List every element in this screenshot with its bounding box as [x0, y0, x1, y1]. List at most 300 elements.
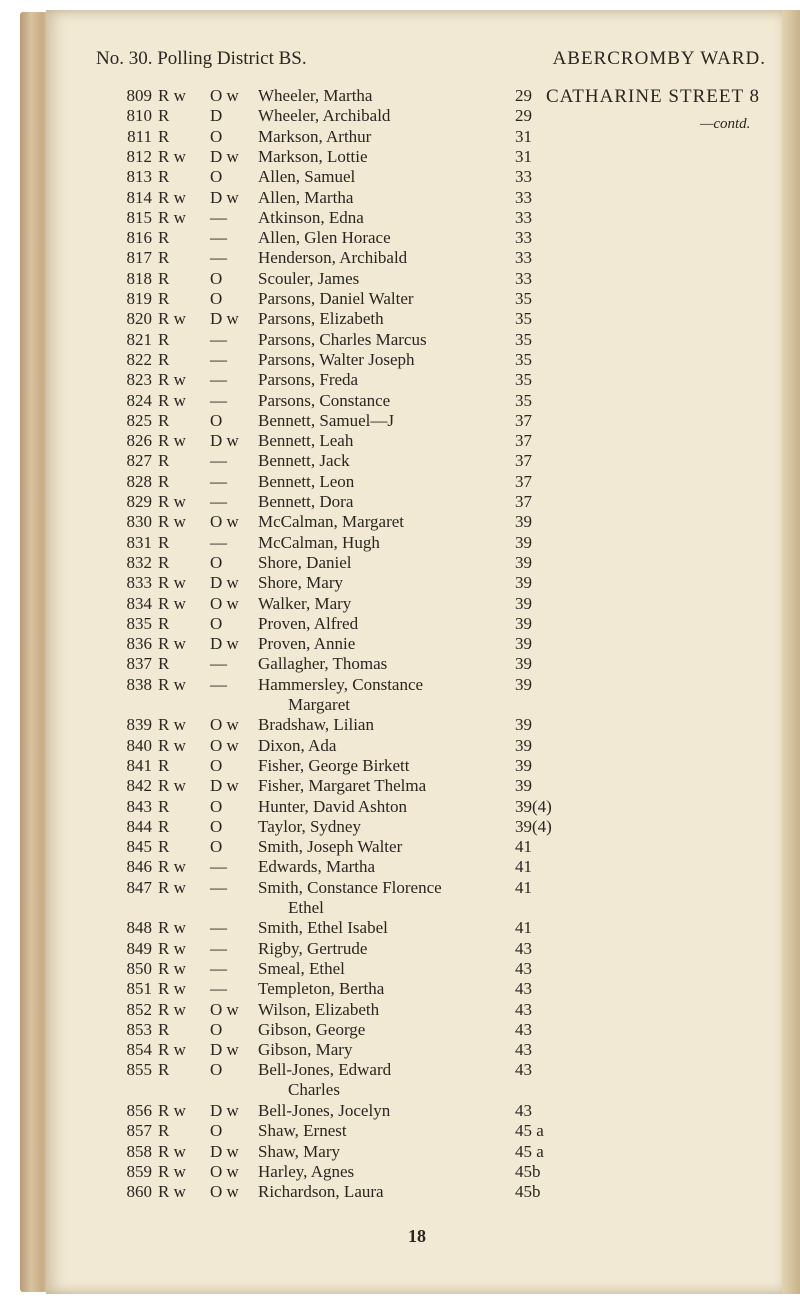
elector-name: Templeton, Bertha	[258, 979, 385, 999]
occupation-qualification: —	[210, 918, 227, 938]
elector-number: 846	[126, 857, 152, 877]
house-number: 35	[515, 289, 532, 308]
residence-qualification: R w	[158, 958, 186, 978]
occupation-qualification: D w	[210, 309, 239, 329]
elector-name: Parsons, Freda	[258, 370, 359, 390]
residence-qualification: R w	[158, 735, 186, 755]
elector-row	[0, 431, 800, 451]
residence-qualification: R w	[158, 776, 186, 796]
occupation-qualification: O	[210, 816, 223, 836]
elector-row	[0, 330, 800, 350]
elector-name: Allen, Martha	[258, 187, 354, 207]
occupation-qualification: O	[210, 268, 223, 288]
elector-row	[0, 756, 800, 776]
residence-qualification: R w	[158, 492, 186, 511]
house-number: 39(4)	[515, 816, 552, 836]
residence-qualification: R w	[158, 512, 186, 532]
elector-row	[0, 1162, 800, 1182]
polling-district-label: No. 30. Polling District BS.	[96, 48, 307, 69]
residence-qualification: R	[158, 268, 170, 288]
house-number: 43	[515, 1040, 532, 1060]
elector-name: Allen, Glen Horace	[258, 228, 391, 248]
elector-row	[0, 614, 800, 634]
elector-name: Dixon, Ada	[258, 735, 337, 755]
elector-number: 822	[126, 349, 152, 369]
elector-number: 821	[126, 329, 152, 349]
residence-qualification: R w	[158, 1040, 186, 1060]
elector-name: Richardson, Laura	[258, 1182, 384, 1202]
elector-name: Smith, Constance Florence	[258, 877, 442, 897]
occupation-qualification: O w	[210, 1161, 239, 1181]
elector-row	[0, 1040, 800, 1060]
occupation-qualification: O w	[210, 86, 239, 105]
elector-name: Gallagher, Thomas	[258, 654, 388, 674]
elector-number: 835	[126, 613, 152, 633]
elector-number: 828	[126, 471, 152, 491]
house-number: 39	[515, 532, 532, 552]
elector-name: Rigby, Gertrude	[258, 938, 368, 958]
house-number: 29	[515, 86, 532, 105]
occupation-qualification: O w	[210, 715, 239, 735]
house-number: 41	[515, 918, 532, 938]
occupation-qualification: O	[210, 410, 223, 430]
residence-qualification: R	[158, 837, 170, 857]
residence-qualification: R	[158, 532, 170, 552]
house-number: 37	[515, 471, 532, 491]
elector-name: Fisher, Margaret Thelma	[258, 776, 427, 796]
elector-row	[0, 512, 800, 532]
residence-qualification: R w	[158, 1182, 186, 1202]
residence-qualification: R w	[158, 309, 186, 329]
residence-qualification: R	[158, 167, 170, 187]
elector-number: 825	[126, 410, 152, 430]
elector-number: 815	[126, 207, 152, 227]
residence-qualification: R	[158, 1060, 170, 1080]
occupation-qualification: —	[210, 674, 227, 694]
continued-note: —contd.	[700, 116, 751, 132]
house-number: 39	[515, 552, 532, 572]
elector-row	[0, 1060, 800, 1100]
residence-qualification: R w	[158, 634, 186, 654]
residence-qualification: R w	[158, 146, 186, 166]
house-number: 35	[515, 329, 532, 349]
occupation-qualification: —	[210, 979, 227, 999]
elector-number: 848	[126, 918, 152, 938]
occupation-qualification: —	[210, 857, 227, 877]
residence-qualification: R	[158, 1121, 170, 1141]
elector-name: Smeal, Ethel	[258, 958, 345, 978]
house-number: 39	[515, 593, 532, 613]
residence-qualification: R	[158, 329, 170, 349]
page-number: 18	[408, 1226, 426, 1246]
occupation-qualification: O	[210, 167, 223, 187]
occupation-qualification: O w	[210, 512, 239, 532]
occupation-qualification: —	[210, 654, 227, 674]
elector-number: 833	[126, 573, 152, 593]
elector-number: 849	[126, 938, 152, 958]
elector-name: Hunter, David Ashton	[258, 796, 407, 816]
elector-number: 827	[126, 451, 152, 471]
elector-name: Proven, Annie	[258, 634, 356, 654]
house-number: 29	[515, 106, 532, 126]
elector-row	[0, 979, 800, 999]
elector-row	[0, 837, 800, 857]
elector-number: 820	[126, 309, 152, 329]
elector-name: Bell-Jones, Jocelyn	[258, 1101, 391, 1120]
elector-number: 843	[126, 796, 152, 816]
occupation-qualification: D w	[210, 776, 239, 796]
elector-row	[0, 533, 800, 553]
elector-number: 809	[126, 86, 152, 105]
residence-qualification: R w	[158, 918, 186, 938]
elector-name: Harley, Agnes	[258, 1161, 355, 1181]
occupation-qualification: D w	[210, 1101, 239, 1120]
elector-number: 834	[126, 593, 152, 613]
occupation-qualification: O	[210, 837, 223, 857]
residence-qualification: R w	[158, 1101, 186, 1120]
elector-row	[0, 472, 800, 492]
house-number: 39	[515, 776, 532, 796]
elector-number: 856	[126, 1101, 152, 1120]
elector-number: 854	[126, 1040, 152, 1060]
elector-number: 811	[127, 126, 152, 146]
house-number: 37	[515, 410, 532, 430]
house-number: 45 a	[515, 1141, 544, 1161]
elector-row	[0, 797, 800, 817]
occupation-qualification: D w	[210, 573, 239, 593]
elector-row	[0, 877, 800, 917]
occupation-qualification: O	[210, 1060, 223, 1080]
elector-name: Parsons, Charles Marcus	[258, 329, 427, 349]
house-number: 35	[515, 390, 532, 410]
residence-qualification: R	[158, 796, 170, 816]
occupation-qualification: —	[210, 877, 227, 897]
residence-qualification: R	[158, 471, 170, 491]
house-number: 39	[515, 613, 532, 633]
elector-name: Markson, Lottie	[258, 146, 368, 166]
elector-number: 823	[126, 370, 152, 390]
elector-name: Markson, Arthur	[258, 126, 372, 146]
occupation-qualification: O	[210, 552, 223, 572]
house-number: 39	[515, 755, 532, 775]
residence-qualification: R	[158, 289, 170, 308]
residence-qualification: R w	[158, 877, 186, 897]
elector-number: 842	[126, 776, 152, 796]
occupation-qualification: —	[210, 471, 227, 491]
page-header	[96, 48, 766, 74]
occupation-qualification: —	[210, 532, 227, 552]
house-number: 39	[515, 654, 532, 674]
house-number: 45 a	[515, 1121, 544, 1141]
elector-name: Shaw, Ernest	[258, 1121, 347, 1141]
elector-name: Bradshaw, Lilian	[258, 715, 374, 735]
occupation-qualification: —	[210, 958, 227, 978]
house-number: 39	[515, 735, 532, 755]
elector-name: Atkinson, Edna	[258, 207, 364, 227]
elector-row	[0, 776, 800, 796]
elector-name: Shore, Mary	[258, 573, 343, 593]
elector-name: Parsons, Daniel Walter	[258, 289, 414, 308]
elector-row	[0, 86, 800, 106]
elector-name: Bennett, Jack	[258, 451, 350, 471]
elector-number: 845	[126, 837, 152, 857]
elector-number: 813	[126, 167, 152, 187]
residence-qualification: R	[158, 126, 170, 146]
occupation-qualification: —	[210, 329, 227, 349]
residence-qualification: R w	[158, 86, 186, 105]
elector-number: 810	[126, 106, 152, 126]
residence-qualification: R	[158, 410, 170, 430]
residence-qualification: R w	[158, 390, 186, 410]
elector-name-continued: Charles	[288, 1080, 340, 1100]
street-heading: CATHARINE STREET 8	[546, 86, 760, 107]
elector-name: Bennett, Leon	[258, 471, 355, 491]
residence-qualification: R w	[158, 715, 186, 735]
elector-row	[0, 1020, 800, 1040]
occupation-qualification: O	[210, 289, 223, 308]
house-number: 43	[515, 958, 532, 978]
elector-row	[0, 228, 800, 248]
house-number: 31	[515, 146, 532, 166]
elector-row	[0, 451, 800, 471]
residence-qualification: R w	[158, 207, 186, 227]
occupation-qualification: D w	[210, 634, 239, 654]
elector-row	[0, 167, 800, 187]
house-number: 43	[515, 999, 532, 1019]
occupation-qualification: O w	[210, 735, 239, 755]
elector-row	[0, 959, 800, 979]
occupation-qualification: D w	[210, 187, 239, 207]
elector-row	[0, 248, 800, 268]
elector-row	[0, 1000, 800, 1020]
elector-row	[0, 1182, 800, 1202]
elector-name: Bennett, Leah	[258, 431, 354, 451]
elector-row	[0, 573, 800, 593]
elector-row	[0, 939, 800, 959]
elector-name: Smith, Ethel Isabel	[258, 918, 388, 938]
elector-name: Shore, Daniel	[258, 552, 352, 572]
elector-name: Hammersley, Constance	[258, 674, 424, 694]
occupation-qualification: O	[210, 796, 223, 816]
elector-name: Bell-Jones, Edward	[258, 1060, 392, 1080]
house-number: 43	[515, 938, 532, 958]
occupation-qualification: O w	[210, 999, 239, 1019]
elector-name: Bennett, Samuel—J	[258, 410, 394, 430]
residence-qualification: R	[158, 106, 170, 126]
house-number: 41	[515, 857, 532, 877]
elector-row	[0, 411, 800, 431]
elector-name: Parsons, Elizabeth	[258, 309, 384, 329]
elector-name: Gibson, Mary	[258, 1040, 353, 1060]
elector-name-continued: Ethel	[288, 897, 324, 917]
elector-name: Henderson, Archibald	[258, 248, 408, 268]
elector-row	[0, 918, 800, 938]
elector-number: 851	[126, 979, 152, 999]
elector-row	[0, 208, 800, 228]
residence-qualification: R w	[158, 938, 186, 958]
elector-name: Gibson, George	[258, 1019, 366, 1039]
elector-row	[0, 188, 800, 208]
elector-name: Walker, Mary	[258, 593, 352, 613]
occupation-qualification: —	[210, 207, 227, 227]
occupation-qualification: O w	[210, 1182, 239, 1202]
house-number: 41	[515, 837, 532, 857]
house-number: 33	[515, 187, 532, 207]
elector-row	[0, 553, 800, 573]
occupation-qualification: —	[210, 370, 227, 390]
ward-label: ABERCROMBY WARD.	[552, 48, 766, 69]
elector-name: Parsons, Walter Joseph	[258, 349, 415, 369]
house-number: 39	[515, 573, 532, 593]
occupation-qualification: —	[210, 248, 227, 268]
elector-row	[0, 594, 800, 614]
residence-qualification: R w	[158, 1161, 186, 1181]
house-number: 45b	[515, 1182, 541, 1202]
elector-number: 837	[126, 654, 152, 674]
house-number: 33	[515, 228, 532, 248]
elector-number: 817	[126, 248, 152, 268]
elector-row	[0, 736, 800, 756]
occupation-qualification: D w	[210, 146, 239, 166]
residence-qualification: R w	[158, 1141, 186, 1161]
residence-qualification: R w	[158, 593, 186, 613]
elector-row	[0, 674, 800, 714]
elector-number: 816	[126, 228, 152, 248]
elector-number: 838	[126, 674, 152, 694]
occupation-qualification: —	[210, 492, 227, 511]
elector-number: 860	[126, 1182, 152, 1202]
house-number: 33	[515, 207, 532, 227]
residence-qualification: R	[158, 451, 170, 471]
elector-name: Wheeler, Martha	[258, 86, 373, 105]
residence-qualification: R w	[158, 370, 186, 390]
elector-row	[0, 1142, 800, 1162]
house-number: 39	[515, 512, 532, 532]
house-number: 45b	[515, 1161, 541, 1181]
house-number: 41	[515, 877, 532, 897]
elector-row	[0, 817, 800, 837]
residence-qualification: R w	[158, 573, 186, 593]
residence-qualification: R w	[158, 187, 186, 207]
elector-number: 832	[126, 552, 152, 572]
elector-row	[0, 289, 800, 309]
house-number: 37	[515, 431, 532, 451]
elector-number: 852	[126, 999, 152, 1019]
occupation-qualification: D	[210, 106, 223, 126]
elector-name: Smith, Joseph Walter	[258, 837, 403, 857]
house-number: 35	[515, 309, 532, 329]
elector-name: McCalman, Hugh	[258, 532, 380, 552]
elector-row	[0, 1121, 800, 1141]
elector-row	[0, 634, 800, 654]
occupation-qualification: O	[210, 613, 223, 633]
elector-name: Wheeler, Archibald	[258, 106, 391, 126]
house-number: 43	[515, 1101, 532, 1120]
elector-number: 826	[126, 431, 152, 451]
house-number: 37	[515, 492, 532, 511]
house-number: 37	[515, 451, 532, 471]
residence-qualification: R w	[158, 979, 186, 999]
elector-number: 836	[126, 634, 152, 654]
elector-row	[0, 492, 800, 512]
elector-number: 839	[126, 715, 152, 735]
elector-row	[0, 106, 800, 126]
elector-number: 818	[126, 268, 152, 288]
occupation-qualification: —	[210, 451, 227, 471]
elector-name: Wilson, Elizabeth	[258, 999, 380, 1019]
elector-number: 840	[126, 735, 152, 755]
elector-row	[0, 654, 800, 674]
house-number: 39	[515, 634, 532, 654]
elector-row	[0, 857, 800, 877]
residence-qualification: R w	[158, 674, 186, 694]
elector-number: 844	[126, 816, 152, 836]
elector-row	[0, 147, 800, 167]
occupation-qualification: O w	[210, 593, 239, 613]
occupation-qualification: O	[210, 755, 223, 775]
elector-name: Taylor, Sydney	[258, 816, 361, 836]
occupation-qualification: O	[210, 1019, 223, 1039]
house-number: 33	[515, 167, 532, 187]
elector-number: 850	[126, 958, 152, 978]
elector-number: 847	[126, 877, 152, 897]
elector-number: 824	[126, 390, 152, 410]
house-number: 39	[515, 715, 532, 735]
residence-qualification: R	[158, 755, 170, 775]
house-number: 43	[515, 1060, 532, 1080]
residence-qualification: R	[158, 349, 170, 369]
elector-row	[0, 370, 800, 390]
occupation-qualification: D w	[210, 1040, 239, 1060]
residence-qualification: R	[158, 552, 170, 572]
elector-number: 859	[126, 1161, 152, 1181]
elector-number: 858	[126, 1141, 152, 1161]
occupation-qualification: —	[210, 349, 227, 369]
elector-name: Edwards, Martha	[258, 857, 376, 877]
occupation-qualification: D w	[210, 1141, 239, 1161]
elector-number: 857	[126, 1121, 152, 1141]
residence-qualification: R	[158, 613, 170, 633]
elector-number: 812	[126, 146, 152, 166]
house-number: 43	[515, 979, 532, 999]
house-number: 35	[515, 349, 532, 369]
elector-name: Fisher, George Birkett	[258, 755, 410, 775]
elector-row	[0, 127, 800, 147]
house-number: 39(4)	[515, 796, 552, 816]
elector-row	[0, 269, 800, 289]
residence-qualification: R	[158, 228, 170, 248]
residence-qualification: R	[158, 1019, 170, 1039]
elector-name: Allen, Samuel	[258, 167, 356, 187]
elector-number: 831	[126, 532, 152, 552]
elector-name: Shaw, Mary	[258, 1141, 340, 1161]
elector-number: 853	[126, 1019, 152, 1039]
elector-row	[0, 350, 800, 370]
occupation-qualification: —	[210, 228, 227, 248]
elector-row	[0, 391, 800, 411]
elector-number: 819	[126, 289, 152, 308]
house-number: 33	[515, 248, 532, 268]
elector-row	[0, 1101, 800, 1121]
elector-number: 855	[126, 1060, 152, 1080]
house-number: 39	[515, 674, 532, 694]
elector-name: Bennett, Dora	[258, 492, 354, 511]
elector-number: 830	[126, 512, 152, 532]
elector-row	[0, 309, 800, 329]
elector-name: Proven, Alfred	[258, 613, 359, 633]
house-number: 31	[515, 126, 532, 146]
elector-number: 814	[126, 187, 152, 207]
